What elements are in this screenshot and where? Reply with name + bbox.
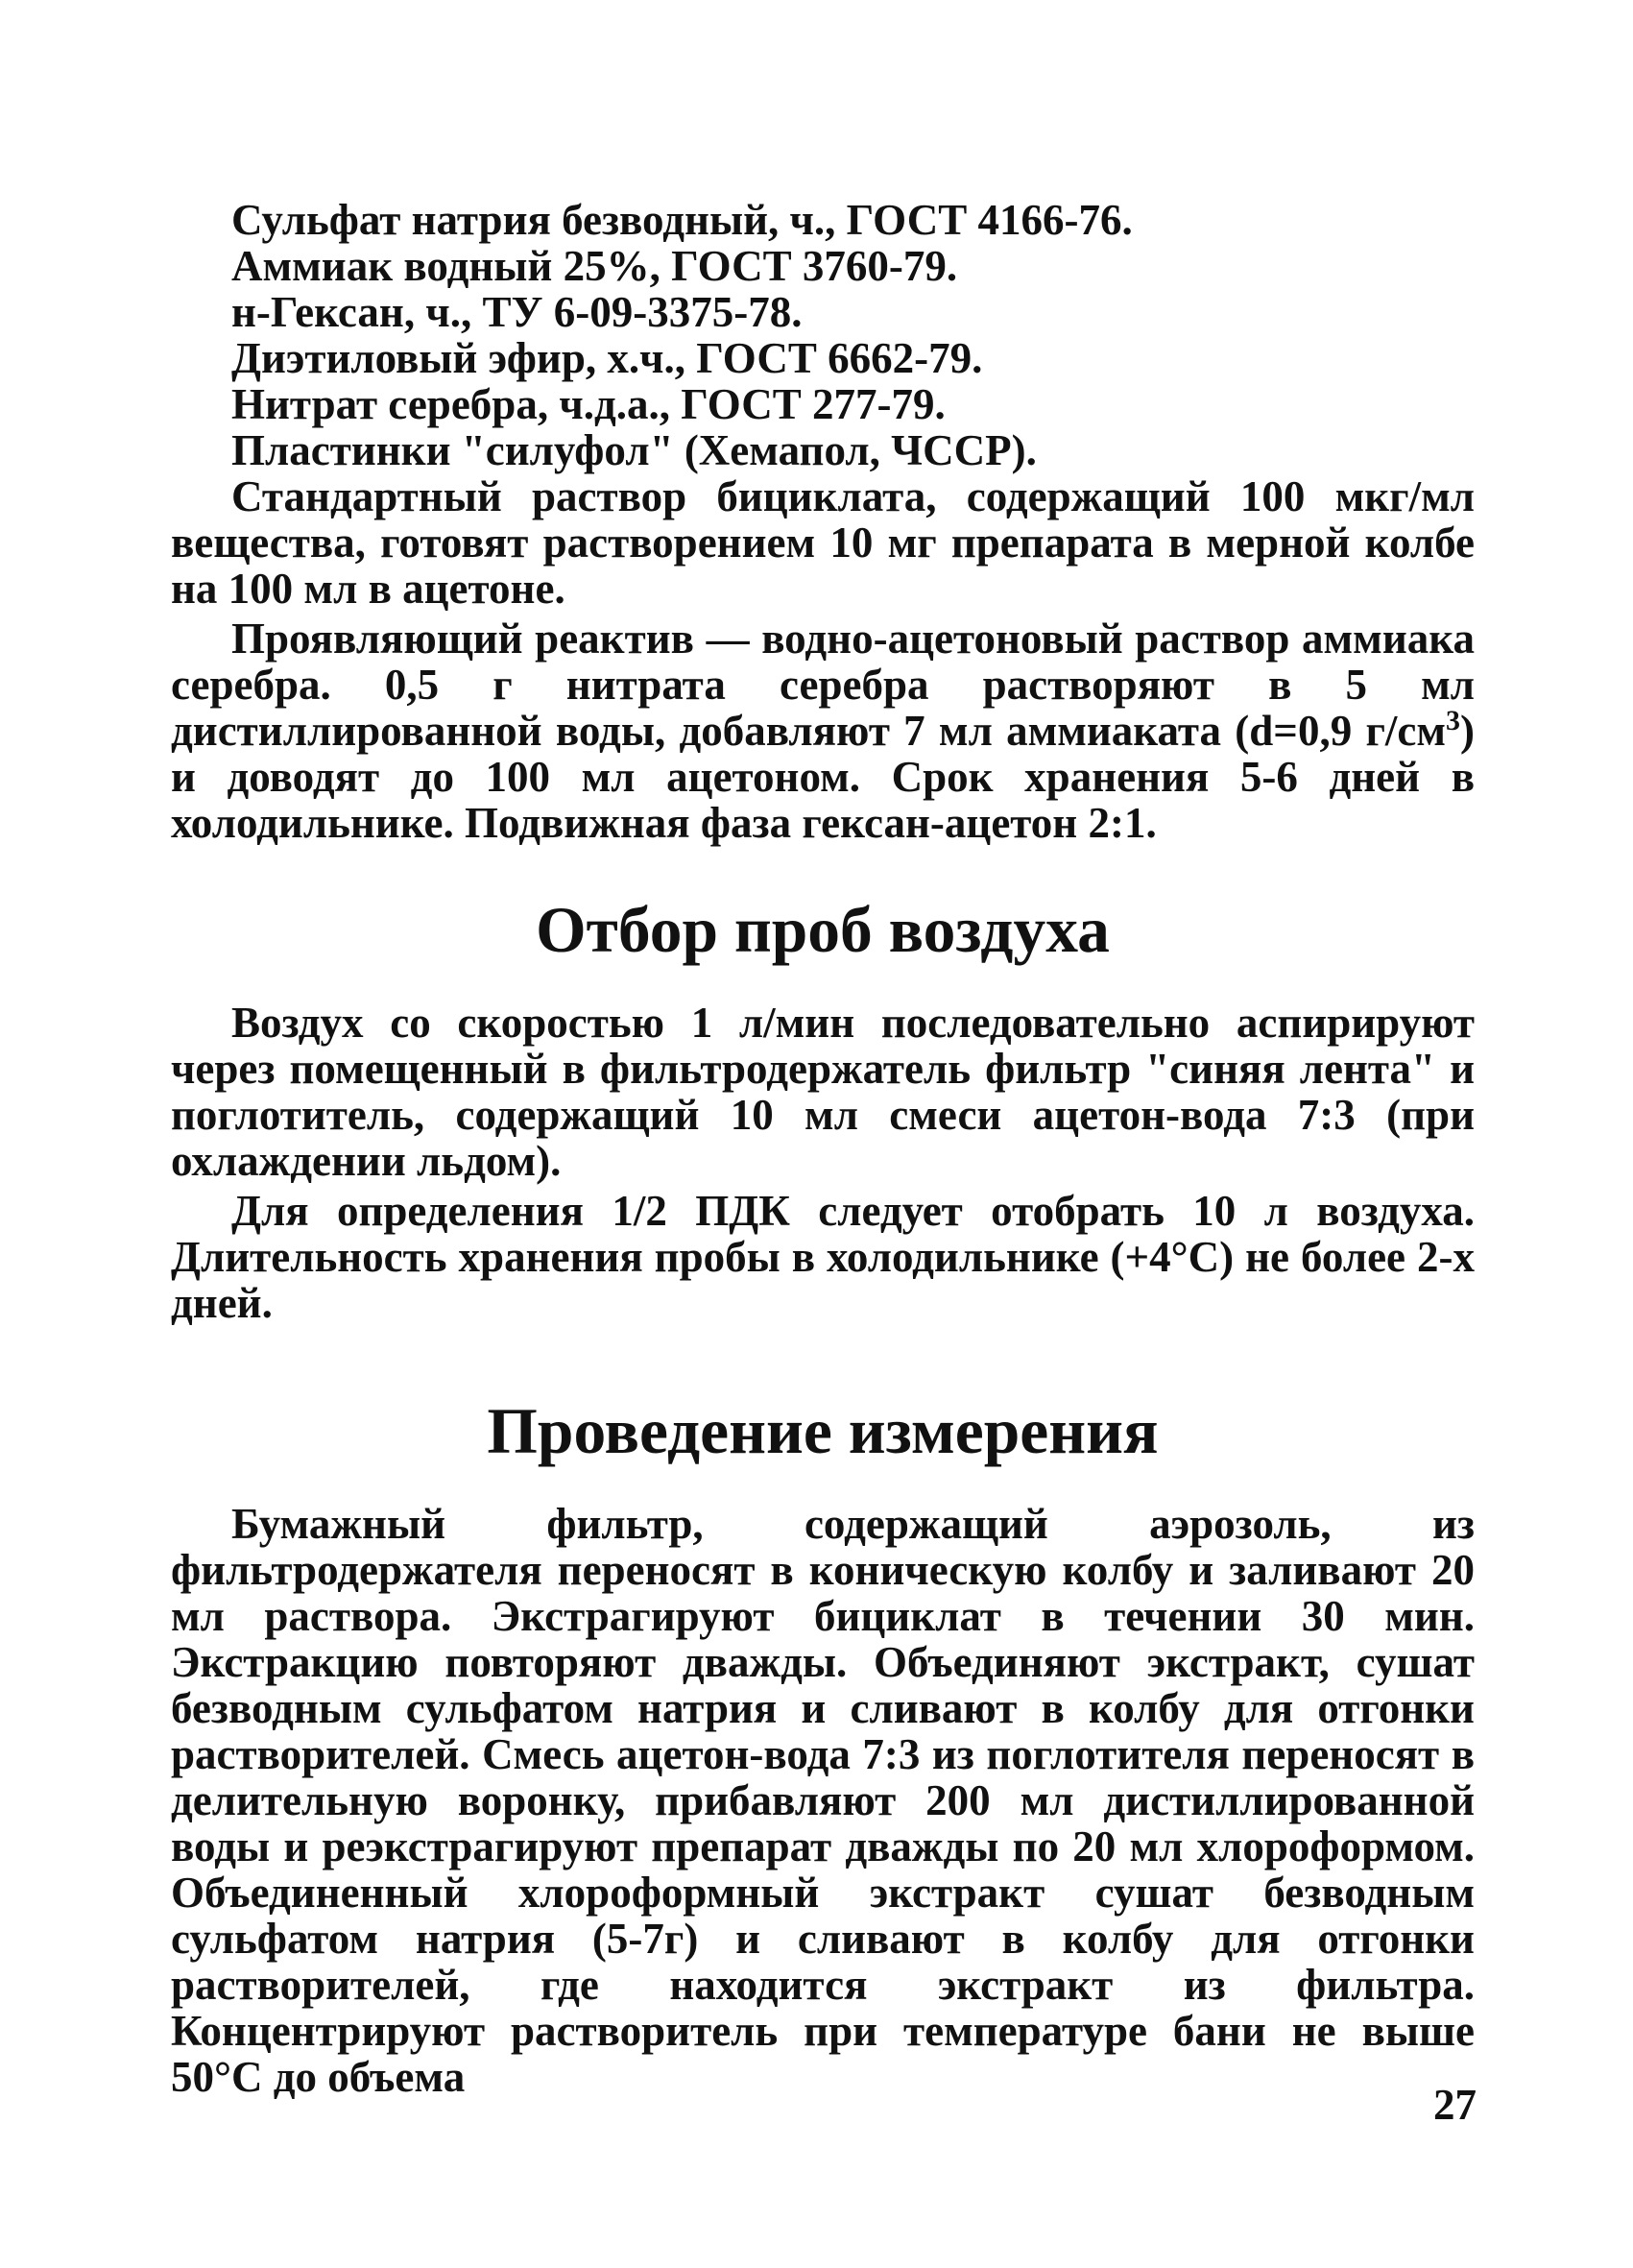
reagent-item: Диэтиловый эфир, х.ч., ГОСТ 6662-79.: [231, 334, 983, 382]
measurement-paragraph: Бумажный фильтр, содержащий аэрозоль, из фильтродержателя переносят в коническую колбу и заливают 20 мл раствора. Экстрагируют бициклат в течении 30 мин. Экстракцию повторяют дважды. Объединяют экстракт, сушат безводным сульфатом натрия и сливают в колбу для отгонки растворителей. Смесь ацетон-вода 7:3 из поглотителя переносят в делительную воронку, прибавляют 200 мл дистиллированной воды и реэкстрагируют препарат дважды по 20 мл хлороформом. Объединенный хлороформный экстракт сушат безводным сульфатом натрия (5-7г) и сливают в колбу для отгонки растворителей, где находится экстракт из фильтра. Концентрируют растворитель при температуре бани не выше 50°С до объема: [171, 1500, 1475, 2101]
reagent-item: н-Гексан, ч., ТУ 6-09-3375-78.: [231, 288, 803, 336]
reagent-item: Сульфат натрия безводный, ч., ГОСТ 4166-76.: [231, 196, 1133, 244]
developing-reagent-text-start: Проявляющий реактив — водно-ацетоновый раствор аммиака серебра. 0,5 г нитрата серебра растворяют в 5 мл дистиллированной воды, добавляют 7 мл аммиаката (d=0,9 г/см: [171, 615, 1475, 755]
reagent-item: Аммиак водный 25%, ГОСТ 3760-79.: [231, 242, 958, 290]
developing-reagent-text-end: ) и доводят до 100 мл ацетоном. Срок хранения 5-6 дней в холодильнике. Подвижная фаза гексан-ацетон 2:1.: [171, 707, 1475, 847]
section-heading-measurement: Проведение измерения: [487, 1395, 1159, 1467]
reagent-item: Пластинки "силуфол" (Хемапол, ЧССР).: [231, 426, 1037, 474]
sampling-paragraph: Воздух со скоростью 1 л/мин последовательно аспирируют через помещенный в фильтродержатель фильтр "синяя лента" и поглотитель, содержащий 10 мл смеси ацетон-вода 7:3 (при охлаждении льдом).: [171, 999, 1475, 1185]
section-heading-sampling: Отбор проб воздуха: [536, 894, 1110, 966]
document-page: [171, 197, 1475, 2100]
standard-solution-paragraph: Стандартный раствор бициклата, содержащий 100 мкг/мл вещества, готовят растворением 10 мг препарата в мерной колбе на 100 мл в ацетоне.: [171, 472, 1475, 613]
reagents-list: [171, 197, 1475, 473]
reagent-item: Нитрат серебра, ч.д.а., ГОСТ 277-79.: [231, 380, 946, 428]
sampling-paragraph: Для определения 1/2 ПДК следует отобрать 10 л воздуха. Длительность хранения пробы в холодильнике (+4°С) не более 2-х дней.: [171, 1187, 1475, 1327]
superscript-exponent: 3: [1446, 705, 1460, 736]
page-number: 27: [1433, 2081, 1477, 2129]
developing-reagent-paragraph: [171, 615, 1475, 846]
